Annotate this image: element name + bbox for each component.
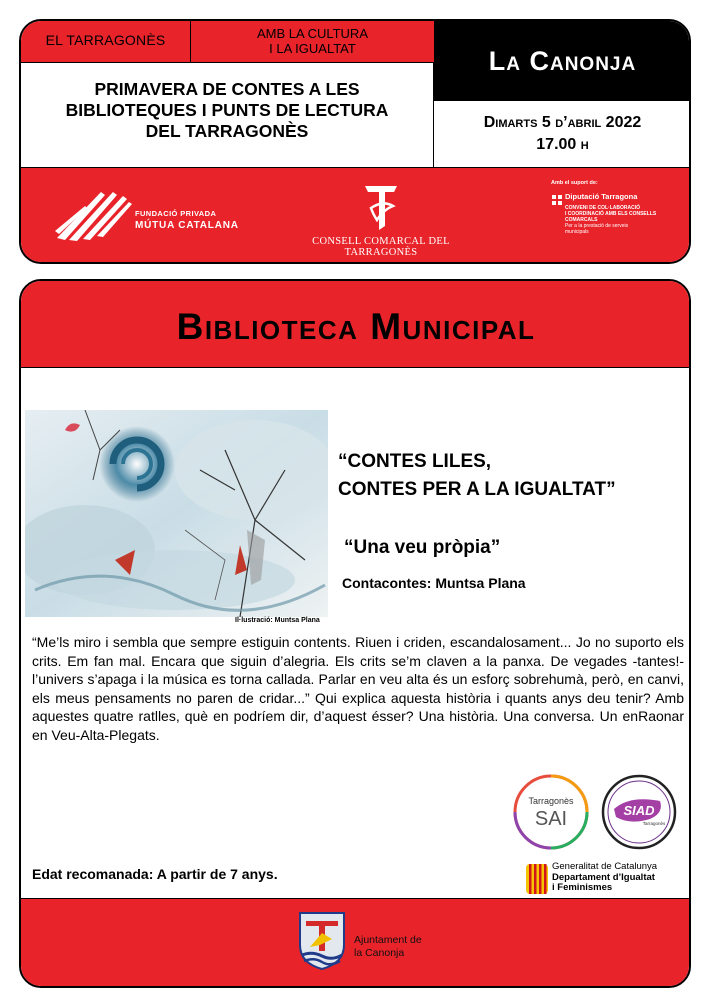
conveni-line-1: CONVENI DE COL·LABORACIÓ (565, 205, 640, 211)
event-date: Dimarts 5 d’abril 2022 (483, 114, 642, 131)
per-line-2: municipals (565, 229, 589, 235)
sai-top-text: Tarragonès (528, 796, 574, 806)
recommended-age: Edat recomanada: A partir de 7 anys. (32, 866, 278, 882)
mutua-slash-icon (55, 186, 135, 246)
venue-bar (21, 281, 691, 368)
series-line-3: DEL TARRAGONÈS (145, 121, 309, 141)
siad-logo (600, 773, 678, 851)
tag-culture-equality (191, 21, 434, 63)
generalitat-logo (524, 862, 684, 902)
per-line-1: Per a la prestació de serveis (565, 223, 629, 229)
title-line-1: “CONTES LILES, (338, 451, 492, 472)
event-details (19, 279, 691, 988)
gencat-line-3: i Feminismes (552, 882, 613, 893)
gencat-line-2: Departament d’Igualtat (552, 871, 655, 883)
story-subtitle: “Una veu pròpia” (344, 537, 501, 558)
storyteller: Contacontes: Muntsa Plana (342, 575, 526, 591)
illustration-credit: Il·lustració: Muntsa Plana (235, 617, 320, 624)
support-label: Amb el suport de: (551, 180, 598, 186)
tag-line-2: I LA IGUALTAT (269, 41, 356, 56)
series-line-1: PRIMAVERA DE CONTES A LES (94, 79, 360, 99)
ajuntament-line-2: la Canonja (354, 947, 405, 959)
mutua-catalana-logo (55, 186, 265, 246)
canonja-shield-icon (298, 911, 346, 971)
venue-title: Biblioteca Municipal (176, 306, 536, 347)
consell-name: CONSELL COMARCAL DEL TARRAGONÈS (312, 236, 450, 258)
consell-emblem-icon (361, 182, 401, 232)
series-line-2: BIBLIOTEQUES I PUNTS DE LECTURA (65, 100, 389, 120)
tag-line-1: AMB LA CULTURA (256, 26, 368, 41)
ajuntament-line-1: Ajuntament de (354, 934, 422, 946)
conveni-line-3: COMARCALS (565, 217, 598, 223)
town-name: La Canonja (434, 21, 691, 101)
story-illustration (25, 410, 328, 617)
event-datetime (434, 101, 691, 167)
event-time: 17.00 h (536, 136, 589, 153)
siad-main-text: SIAD (623, 803, 655, 818)
title-line-2: CONTES PER A LA IGUALTAT” (338, 479, 616, 500)
ajuntament-logo (298, 911, 448, 981)
sai-main-text: SAI (534, 808, 568, 830)
sponsor-bar (21, 168, 691, 264)
series-title (21, 63, 434, 167)
mutua-line-2: MÚTUA CATALANA (135, 220, 239, 231)
diputacio-name: Diputació Tarragona (565, 192, 638, 201)
diputacio-logo (551, 180, 686, 235)
footer-bar (21, 898, 691, 988)
mutua-line-1: FUNDACIÓ PRIVADA (135, 209, 217, 218)
siad-sub-text: Tarragonès (642, 821, 666, 826)
tag-tarragones: EL TARRAGONÈS (21, 21, 191, 63)
sai-logo (512, 773, 590, 851)
story-title (338, 448, 616, 504)
diputacio-emblem-icon (551, 194, 563, 206)
story-description: “Me’ls miro i sembla que sempre estiguin contents. Riuen i criden, escandalosament... Jo no suporto els crits. Em fan mal. Encara que siguin d’alegria. Els crits se’m claven a la panxa. De vegades -tantes!- l’univers s’apaga i la música es torna callada. Parlar en veu alta és un esforç sobrehumà, però, en canvi, els meus pensaments no paren de cridar...” Qui explica aquesta història i quants anys deu tenir? Amb aquestes quatre ratlles, què en podríem dir, d’aquest ésser? Una història. Una conversa. Un enRaonar en Veu-Alta-Plegats. (32, 634, 684, 743)
conveni-line-2: I COORDINACIÓ AMB ELS CONSELLS (565, 211, 657, 217)
event-header (19, 19, 691, 264)
gencat-line-1: Generalitat de Catalunya (552, 861, 658, 872)
consell-comarcal-logo (281, 176, 481, 256)
senyera-icon (526, 864, 548, 894)
